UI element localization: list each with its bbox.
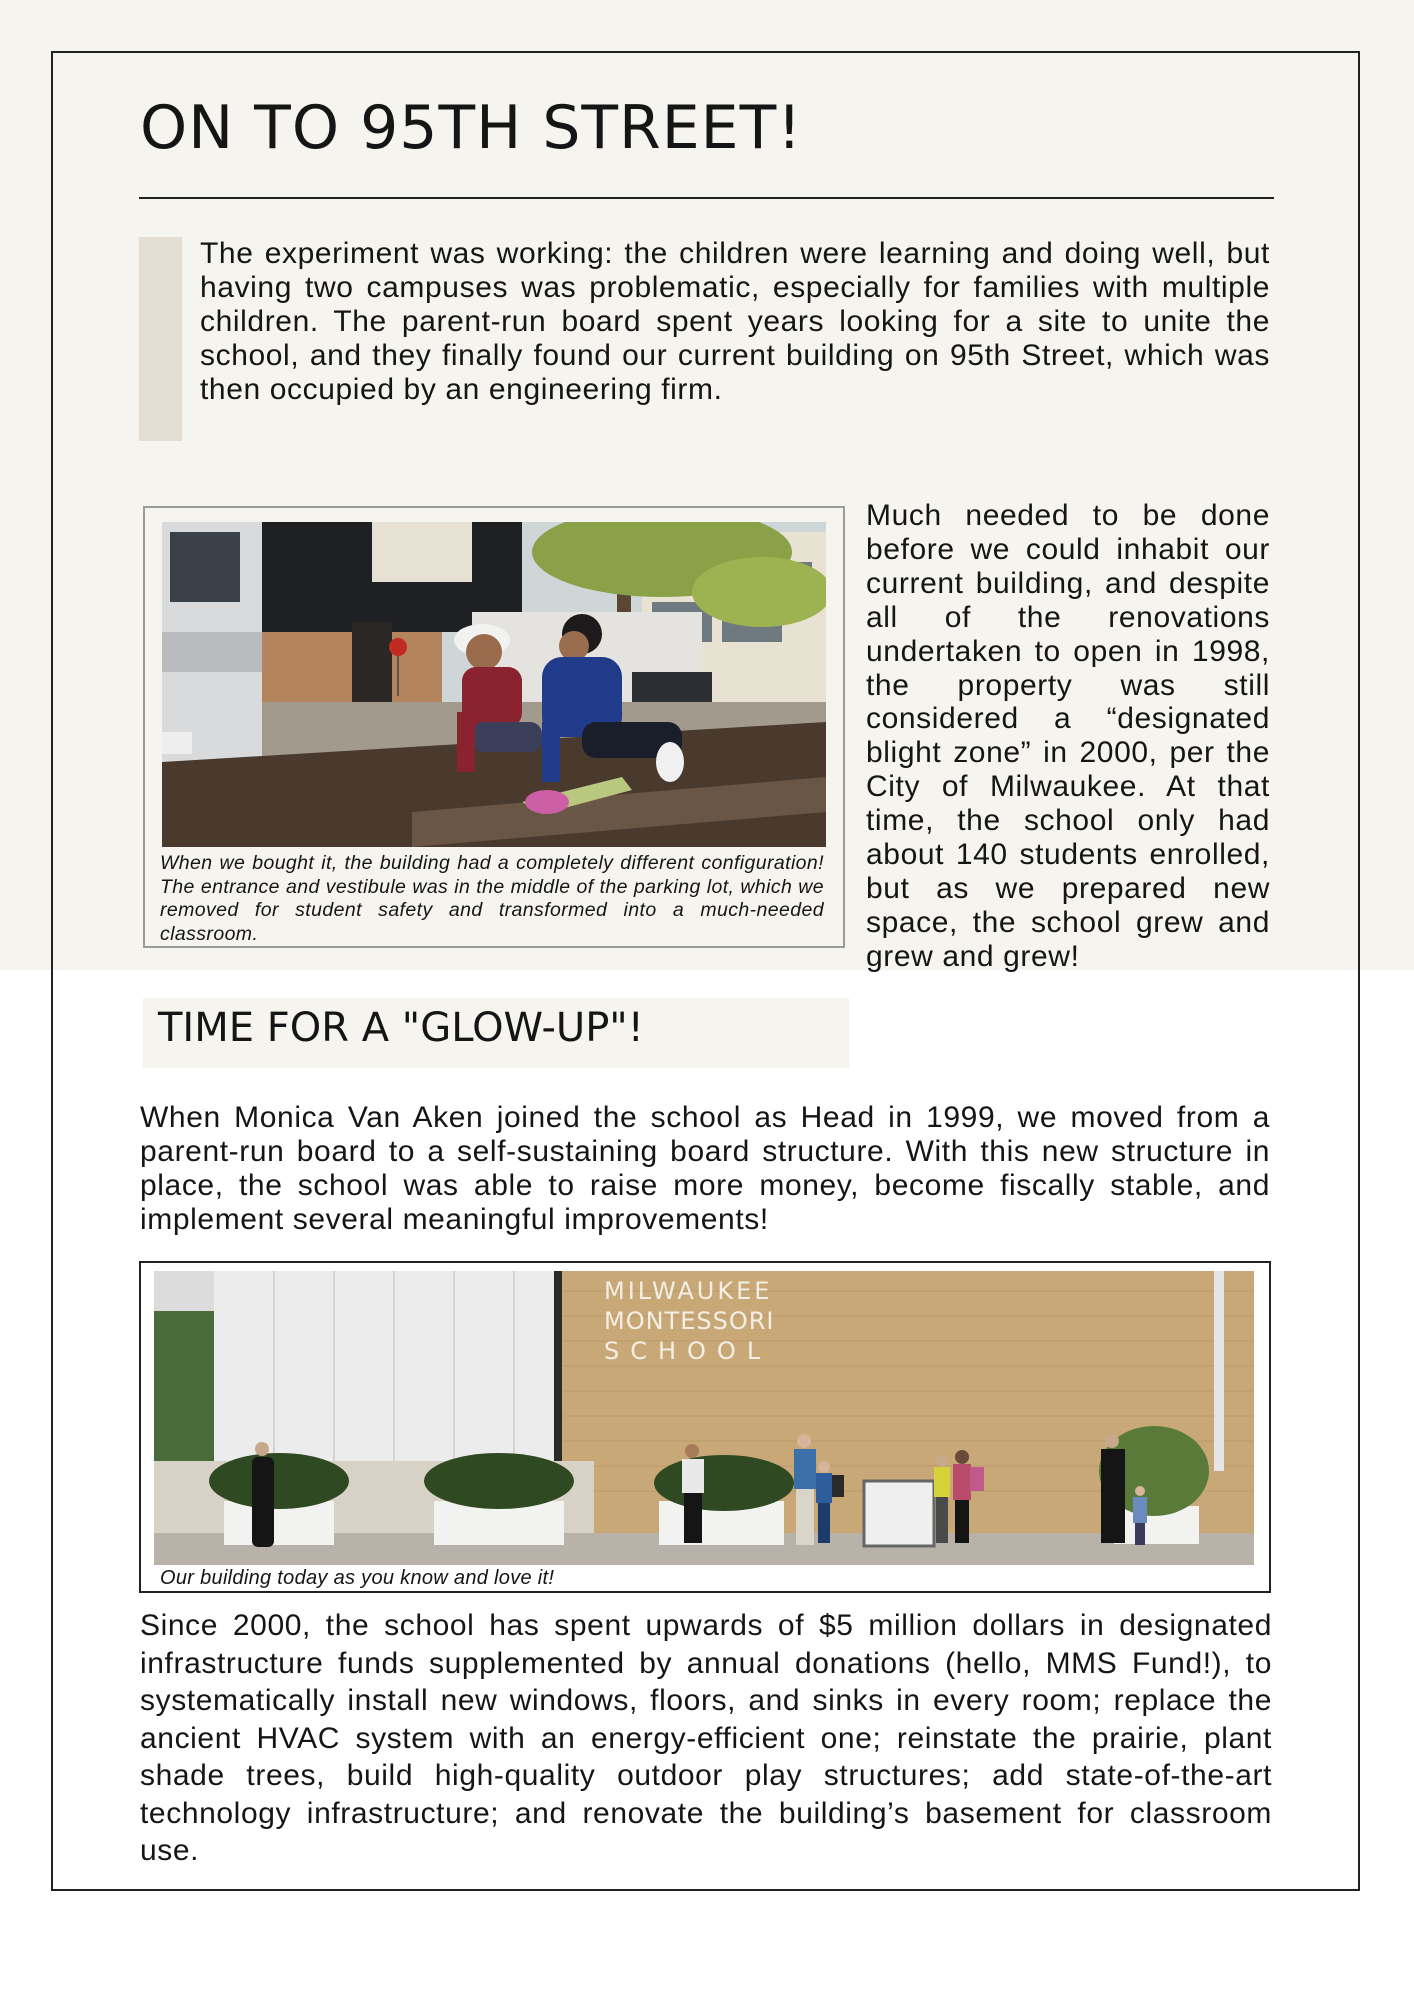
closing-paragraph: Since 2000, the school has spent upwards of $5 million dollars in designated infrastructure funds supplemented by annual donations (hello, MMS Fund!), to systematically install new windows, floors, and sinks in every room; replace the ancient HVAC system with an energy-efficient one; reinstate the prairie, plant shade trees, build high-quality outdoor play structures; add state-of-the-art technology infrastructure; and renovate the building’s basement for classroom use. <box>140 1609 1272 1867</box>
photo-children-planting <box>162 522 826 847</box>
page-title: ON TO 95TH STREET! <box>140 93 803 163</box>
photo-school-building <box>154 1271 1254 1565</box>
photo-1-caption: When we bought it, the building had a completely different configuration! The entrance and vestibule was in the middle of the parking lot, which we removed for student safety and transformed into a much-needed classroom. <box>160 852 824 945</box>
svg-text:SCHOOL: SCHOOL <box>604 1337 772 1365</box>
photo-2-caption: Our building today as you know and love it! <box>160 1567 555 1589</box>
side-paragraph: Much needed to be done before we could inhabit our current building, and despite all of the renovations undertaken to open in 1998, the property was still considered a “designated blight zone” in 2000, per the City of Milwaukee. At that time, the school only had about 140 students enrolled, but as we prepared new space, the school grew and grew and grew! <box>866 499 1270 973</box>
pull-quote-bar <box>139 237 182 441</box>
school-sign <box>604 1277 775 1365</box>
section-paragraph: When Monica Van Aken joined the school as Head in 1999, we moved from a parent-run board to a self-sustaining board structure. With this new structure in place, the school was able to raise more money, become fiscally stable, and implement several meaningful improvements! <box>140 1101 1270 1236</box>
stop-sign-icon <box>389 638 407 656</box>
svg-text:MONTESSORI: MONTESSORI <box>604 1307 775 1335</box>
svg-text:MILWAUKEE: MILWAUKEE <box>604 1277 773 1305</box>
title-divider <box>139 197 1274 199</box>
section-heading: TIME FOR A "GLOW-UP"! <box>158 1005 644 1051</box>
intro-paragraph: The experiment was working: the children were learning and doing well, but having two campuses was problematic, especially for families with multiple children. The parent-run board spent years looking for a site to unite the school, and they finally found our current building on 95th Street, which was then occupied by an engineering firm. <box>200 237 1270 406</box>
